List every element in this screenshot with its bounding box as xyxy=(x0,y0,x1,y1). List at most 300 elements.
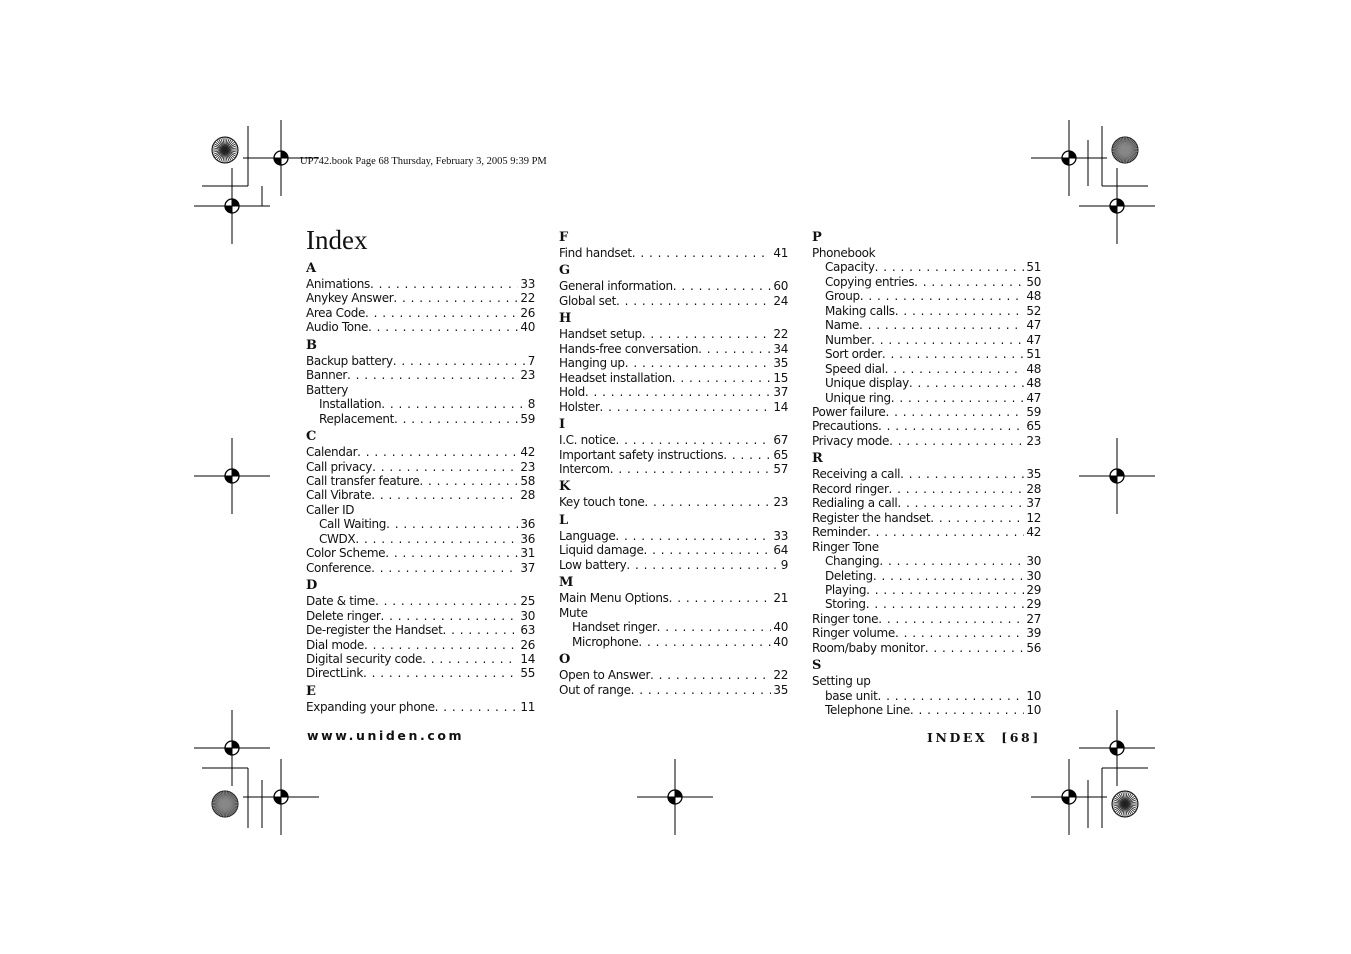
dot-leader xyxy=(669,591,772,605)
entry-label: Intercom xyxy=(559,461,610,476)
entry-page-number: 30 xyxy=(1026,554,1041,569)
entry-page-number: 33 xyxy=(520,277,535,291)
dot-leader xyxy=(672,371,772,385)
entry-label: Redialing a call xyxy=(812,496,898,511)
index-subentry xyxy=(812,376,1041,390)
index-subentry xyxy=(812,597,1041,611)
entry-label: Digital security code xyxy=(306,651,423,666)
entry-page-number: 22 xyxy=(773,327,788,342)
entry-page-number: 26 xyxy=(520,637,535,652)
index-column-3 xyxy=(812,227,1041,718)
entry-page-number: 30 xyxy=(520,608,535,623)
entry-label: Headset installation xyxy=(559,370,672,385)
entry-page-number: 37 xyxy=(520,560,535,575)
index-entry xyxy=(306,368,535,382)
index-subentry xyxy=(812,583,1041,597)
dot-leader xyxy=(871,333,1024,347)
entry-label: Conference xyxy=(306,560,372,575)
dot-leader xyxy=(435,700,519,714)
entry-label: Installation xyxy=(319,397,382,412)
entry-page-number: 65 xyxy=(773,447,788,462)
index-letter-heading: I xyxy=(559,417,566,433)
dot-leader xyxy=(610,462,772,476)
entry-label: Hanging up xyxy=(559,356,625,371)
entry-page-number: 26 xyxy=(520,305,535,320)
index-column-2 xyxy=(559,227,788,697)
index-subentry xyxy=(812,569,1041,583)
entry-page-number: 60 xyxy=(773,279,788,294)
dot-leader xyxy=(875,260,1025,274)
entry-page-number: 23 xyxy=(1026,433,1041,448)
index-subentry xyxy=(812,347,1041,361)
entry-page-number: 42 xyxy=(520,445,535,460)
index-entry xyxy=(559,279,788,293)
index-entry xyxy=(559,448,788,462)
entry-page-number: 23 xyxy=(520,459,535,474)
index-letter-heading: L xyxy=(559,512,569,528)
entry-label: Capacity xyxy=(825,260,875,275)
dot-leader xyxy=(643,543,771,557)
dot-leader xyxy=(866,597,1025,611)
dot-leader xyxy=(657,620,772,634)
entry-label: Color Scheme xyxy=(306,546,386,561)
entry-label: Audio Tone xyxy=(306,320,369,335)
entry-page-number: 48 xyxy=(1026,289,1041,304)
dot-leader xyxy=(371,488,518,502)
index-entry xyxy=(812,419,1041,433)
dot-leader xyxy=(889,482,1025,496)
index-entry xyxy=(812,511,1041,525)
index-entry xyxy=(812,434,1041,448)
entry-label: Language xyxy=(559,528,616,543)
entry-label: Area Code xyxy=(306,305,366,320)
index-subentry xyxy=(812,554,1041,568)
dot-leader xyxy=(698,342,771,356)
entry-page-number: 48 xyxy=(1026,376,1041,391)
entry-page-number: 57 xyxy=(773,461,788,476)
entry-label: Speed dial xyxy=(825,361,885,376)
entry-page-number: 40 xyxy=(773,620,788,635)
index-entry xyxy=(306,503,535,517)
entry-page-number: 56 xyxy=(1026,640,1041,655)
index-entry xyxy=(559,342,788,356)
entry-label: Find handset xyxy=(559,246,632,260)
entry-label: Handset setup xyxy=(559,327,642,342)
entry-page-number: 10 xyxy=(1026,688,1041,703)
entry-page-number: 52 xyxy=(1026,303,1041,318)
entry-label: Holster xyxy=(559,399,600,414)
dot-leader xyxy=(900,467,1024,481)
book-header-info: UP742.book Page 68 Thursday, February 3, 2005 9:39 PM xyxy=(300,156,547,167)
dot-leader xyxy=(882,347,1025,361)
index-entry xyxy=(812,246,1041,260)
entry-label: Call Vibrate xyxy=(306,488,372,503)
index-column-1 xyxy=(306,222,535,714)
index-subentry xyxy=(812,275,1041,289)
dot-leader xyxy=(371,561,518,575)
index-entry xyxy=(306,291,535,305)
index-entry xyxy=(306,609,535,623)
entry-page-number: 59 xyxy=(520,411,535,426)
entry-label: Privacy mode xyxy=(812,433,890,448)
dot-leader xyxy=(885,362,1025,376)
entry-label: Call Waiting xyxy=(319,517,387,532)
entry-label: Hands-free conversation xyxy=(559,341,699,356)
entry-label: Copying entries xyxy=(825,274,915,289)
index-subentry xyxy=(812,391,1041,405)
entry-page-number: 64 xyxy=(773,543,788,558)
index-entry xyxy=(306,277,535,291)
dot-leader xyxy=(673,279,772,293)
dot-leader xyxy=(381,609,519,623)
dot-leader xyxy=(859,318,1024,332)
entry-page-number: 22 xyxy=(773,668,788,683)
index-entry xyxy=(559,606,788,620)
entry-page-number: 23 xyxy=(520,368,535,383)
entry-page-number: 25 xyxy=(520,594,535,609)
dot-leader xyxy=(381,397,525,411)
footer-section: INDEX xyxy=(927,730,988,745)
index-entry xyxy=(306,623,535,637)
dot-leader xyxy=(600,400,772,414)
entry-label: Group xyxy=(825,289,860,304)
dot-leader xyxy=(866,583,1024,597)
entry-label: Expanding your phone xyxy=(306,699,435,714)
entry-page-number: 7 xyxy=(527,353,535,368)
dot-leader xyxy=(616,294,771,308)
entry-label: Sort order xyxy=(825,347,882,362)
entry-label: Power failure xyxy=(812,404,886,419)
entry-label: Room/baby monitor xyxy=(812,640,925,655)
index-entry xyxy=(306,561,535,575)
entry-page-number: 35 xyxy=(1026,467,1041,482)
entry-page-number: 11 xyxy=(520,699,535,714)
entry-page-number: 30 xyxy=(1026,568,1041,583)
index-subentry xyxy=(812,333,1041,347)
entry-label: Anykey Answer xyxy=(306,291,394,306)
index-entry xyxy=(306,460,535,474)
entry-label: Important safety instructions xyxy=(559,447,724,462)
dot-leader xyxy=(631,683,772,697)
index-entry xyxy=(306,488,535,502)
entry-page-number: 51 xyxy=(1026,347,1041,362)
entry-page-number: 8 xyxy=(527,397,535,412)
index-entry xyxy=(559,591,788,605)
index-letter-heading: H xyxy=(559,311,572,327)
entry-label: Replacement xyxy=(319,411,394,426)
index-entry xyxy=(306,354,535,368)
index-letter-heading: R xyxy=(812,451,823,467)
index-entry xyxy=(812,674,1041,688)
dot-leader xyxy=(386,517,518,531)
dot-leader xyxy=(642,327,772,341)
index-entry xyxy=(306,666,535,680)
index-letter-heading: O xyxy=(559,652,571,668)
entry-label: Name xyxy=(825,318,860,333)
entry-label: Open to Answer xyxy=(559,668,651,683)
index-entry xyxy=(559,495,788,509)
entry-page-number: 35 xyxy=(773,356,788,371)
index-entry xyxy=(559,683,788,697)
index-entry xyxy=(812,612,1041,626)
entry-page-number: 51 xyxy=(1026,260,1041,275)
dot-leader xyxy=(422,652,518,666)
index-letter-heading: K xyxy=(559,479,571,495)
index-entry xyxy=(559,385,788,399)
dot-leader xyxy=(393,291,518,305)
index-entry xyxy=(306,445,535,459)
index-entry xyxy=(306,700,535,714)
entry-label: Key touch tone xyxy=(559,495,645,510)
index-entry xyxy=(812,482,1041,496)
entry-page-number: 47 xyxy=(1026,332,1041,347)
index-entry xyxy=(812,641,1041,655)
page-title: Index xyxy=(306,225,368,255)
entry-label: Phonebook xyxy=(812,246,876,260)
dot-leader xyxy=(357,445,518,459)
entry-label: Mute xyxy=(559,605,588,620)
dot-leader xyxy=(889,434,1024,448)
entry-label: Caller ID xyxy=(306,502,355,517)
dot-leader xyxy=(363,666,518,680)
dot-leader xyxy=(365,306,518,320)
dot-leader xyxy=(585,385,772,399)
entry-page-number: 9 xyxy=(780,557,788,572)
dot-leader xyxy=(885,405,1024,419)
dot-leader xyxy=(394,412,518,426)
dot-leader xyxy=(372,460,518,474)
footer-page-number: [68] xyxy=(1001,730,1041,745)
entry-label: Call privacy xyxy=(306,459,373,474)
entry-page-number: 63 xyxy=(520,623,535,638)
index-letter-heading: D xyxy=(306,578,318,594)
entry-page-number: 58 xyxy=(520,473,535,488)
dot-leader xyxy=(930,511,1024,525)
index-subentry xyxy=(812,318,1041,332)
index-entry xyxy=(306,594,535,608)
index-entry xyxy=(559,327,788,341)
dot-leader xyxy=(625,356,772,370)
entry-label: Main Menu Options xyxy=(559,591,669,606)
dot-leader xyxy=(878,419,1024,433)
entry-page-number: 37 xyxy=(773,385,788,400)
dot-leader xyxy=(368,320,518,334)
entry-label: Receiving a call xyxy=(812,467,901,482)
index-entry xyxy=(306,383,535,397)
dot-leader xyxy=(860,289,1025,303)
index-letter-heading: S xyxy=(812,658,822,674)
entry-label: Battery xyxy=(306,382,348,397)
entry-label: Making calls xyxy=(825,303,895,318)
entry-label: Telephone Line xyxy=(825,703,910,718)
index-entry xyxy=(812,525,1041,539)
index-entry xyxy=(559,543,788,557)
index-letter-heading: P xyxy=(812,230,822,245)
entry-page-number: 47 xyxy=(1026,390,1041,405)
index-entry xyxy=(559,246,788,260)
entry-label: Playing xyxy=(825,582,867,597)
dot-leader xyxy=(891,391,1025,405)
entry-label: I.C. notice xyxy=(559,433,616,448)
entry-label: Deleting xyxy=(825,568,873,583)
entry-page-number: 21 xyxy=(773,591,788,606)
dot-leader xyxy=(615,529,771,543)
index-letter-heading: M xyxy=(559,575,574,591)
dot-leader xyxy=(355,532,518,546)
entry-label: Handset ringer xyxy=(572,620,657,635)
entry-label: Delete ringer xyxy=(306,608,381,623)
index-subentry xyxy=(812,260,1041,274)
index-subentry xyxy=(306,412,535,426)
footer-page-label xyxy=(927,730,1041,745)
index-letter-heading: F xyxy=(559,230,569,245)
entry-label: Liquid damage xyxy=(559,543,644,558)
index-entry xyxy=(812,467,1041,481)
index-entry xyxy=(812,405,1041,419)
entry-page-number: 15 xyxy=(773,370,788,385)
dot-leader xyxy=(393,354,526,368)
index-entry xyxy=(559,558,788,572)
dot-leader xyxy=(897,496,1024,510)
entry-page-number: 37 xyxy=(1026,496,1041,511)
entry-page-number: 47 xyxy=(1026,318,1041,333)
dot-leader xyxy=(909,376,1025,390)
entry-page-number: 40 xyxy=(520,320,535,335)
index-entry xyxy=(559,356,788,370)
index-letter-heading: G xyxy=(559,263,571,279)
entry-page-number: 12 xyxy=(1026,510,1041,525)
entry-label: base unit xyxy=(825,688,878,703)
entry-label: Changing xyxy=(825,554,880,569)
index-entry xyxy=(812,540,1041,554)
entry-label: Ringer Tone xyxy=(812,539,879,554)
index-subentry xyxy=(812,289,1041,303)
dot-leader xyxy=(895,304,1025,318)
entry-page-number: 22 xyxy=(520,291,535,306)
index-entry xyxy=(559,462,788,476)
entry-label: DirectLink xyxy=(306,666,364,681)
entry-label: Reminder xyxy=(812,525,867,540)
entry-page-number: 33 xyxy=(773,528,788,543)
index-entry xyxy=(559,529,788,543)
entry-label: Number xyxy=(825,332,872,347)
entry-label: Calendar xyxy=(306,445,358,460)
entry-page-number: 59 xyxy=(1026,404,1041,419)
dot-leader xyxy=(867,525,1024,539)
dot-leader xyxy=(347,368,518,382)
entry-label: Animations xyxy=(306,277,370,291)
dot-leader xyxy=(895,626,1024,640)
entry-page-number: 24 xyxy=(773,293,788,308)
entry-page-number: 29 xyxy=(1026,582,1041,597)
entry-label: Microphone xyxy=(572,634,639,649)
entry-page-number: 35 xyxy=(773,682,788,697)
entry-page-number: 28 xyxy=(520,488,535,503)
dot-leader xyxy=(910,703,1025,717)
dot-leader xyxy=(364,638,518,652)
entry-label: Unique display xyxy=(825,376,909,391)
entry-label: De-register the Handset xyxy=(306,623,443,638)
entry-page-number: 39 xyxy=(1026,626,1041,641)
dot-leader xyxy=(442,623,518,637)
entry-page-number: 65 xyxy=(1026,419,1041,434)
dot-leader xyxy=(375,594,518,608)
entry-label: Precautions xyxy=(812,419,879,434)
entry-label: Call transfer feature xyxy=(306,473,420,488)
index-entry xyxy=(559,294,788,308)
entry-page-number: 29 xyxy=(1026,597,1041,612)
entry-label: Out of range xyxy=(559,682,631,697)
index-entry xyxy=(812,626,1041,640)
entry-page-number: 28 xyxy=(1026,481,1041,496)
index-subentry xyxy=(306,397,535,411)
entry-page-number: 40 xyxy=(773,634,788,649)
index-entry xyxy=(306,306,535,320)
entry-page-number: 50 xyxy=(1026,274,1041,289)
dot-leader xyxy=(873,569,1025,583)
index-letter-heading: A xyxy=(306,261,317,276)
index-entry xyxy=(306,546,535,560)
entry-page-number: 10 xyxy=(1026,703,1041,718)
entry-label: Record ringer xyxy=(812,481,889,496)
entry-label: Ringer volume xyxy=(812,626,895,641)
dot-leader xyxy=(370,277,518,291)
index-subentry xyxy=(306,532,535,546)
dot-leader xyxy=(723,448,771,462)
dot-leader xyxy=(878,689,1025,703)
index-letter-heading: E xyxy=(306,683,316,699)
entry-label: Hold xyxy=(559,385,585,400)
index-subentry xyxy=(306,517,535,531)
entry-page-number: 48 xyxy=(1026,361,1041,376)
entry-label: Unique ring xyxy=(825,390,891,405)
index-entry xyxy=(306,474,535,488)
index-subentry xyxy=(559,620,788,634)
entry-page-number: 14 xyxy=(773,399,788,414)
dot-leader xyxy=(615,433,771,447)
dot-leader xyxy=(626,558,778,572)
entry-label: Low battery xyxy=(559,557,627,572)
entry-page-number: 27 xyxy=(1026,611,1041,626)
index-entry xyxy=(559,371,788,385)
entry-label: Global set xyxy=(559,293,616,308)
entry-label: Setting up xyxy=(812,674,871,689)
dot-leader xyxy=(419,474,518,488)
index-subentry xyxy=(812,304,1041,318)
index-entry xyxy=(559,433,788,447)
entry-label: Banner xyxy=(306,368,348,383)
entry-page-number: 67 xyxy=(773,433,788,448)
footer-website: www.uniden.com xyxy=(307,728,465,743)
dot-leader xyxy=(878,612,1024,626)
entry-page-number: 36 xyxy=(520,531,535,546)
index-subentry xyxy=(812,689,1041,703)
entry-label: Backup battery xyxy=(306,353,393,368)
index-entry xyxy=(306,638,535,652)
dot-leader xyxy=(914,275,1024,289)
entry-label: Dial mode xyxy=(306,637,364,652)
index-entry xyxy=(559,668,788,682)
index-letter-heading: C xyxy=(306,429,317,445)
dot-leader xyxy=(879,554,1024,568)
index-subentry xyxy=(812,703,1041,717)
index-entry xyxy=(306,320,535,334)
entry-label: Ringer tone xyxy=(812,611,879,626)
dot-leader xyxy=(925,641,1025,655)
index-entry xyxy=(559,400,788,414)
entry-page-number: 55 xyxy=(520,666,535,681)
index-entry xyxy=(306,652,535,666)
